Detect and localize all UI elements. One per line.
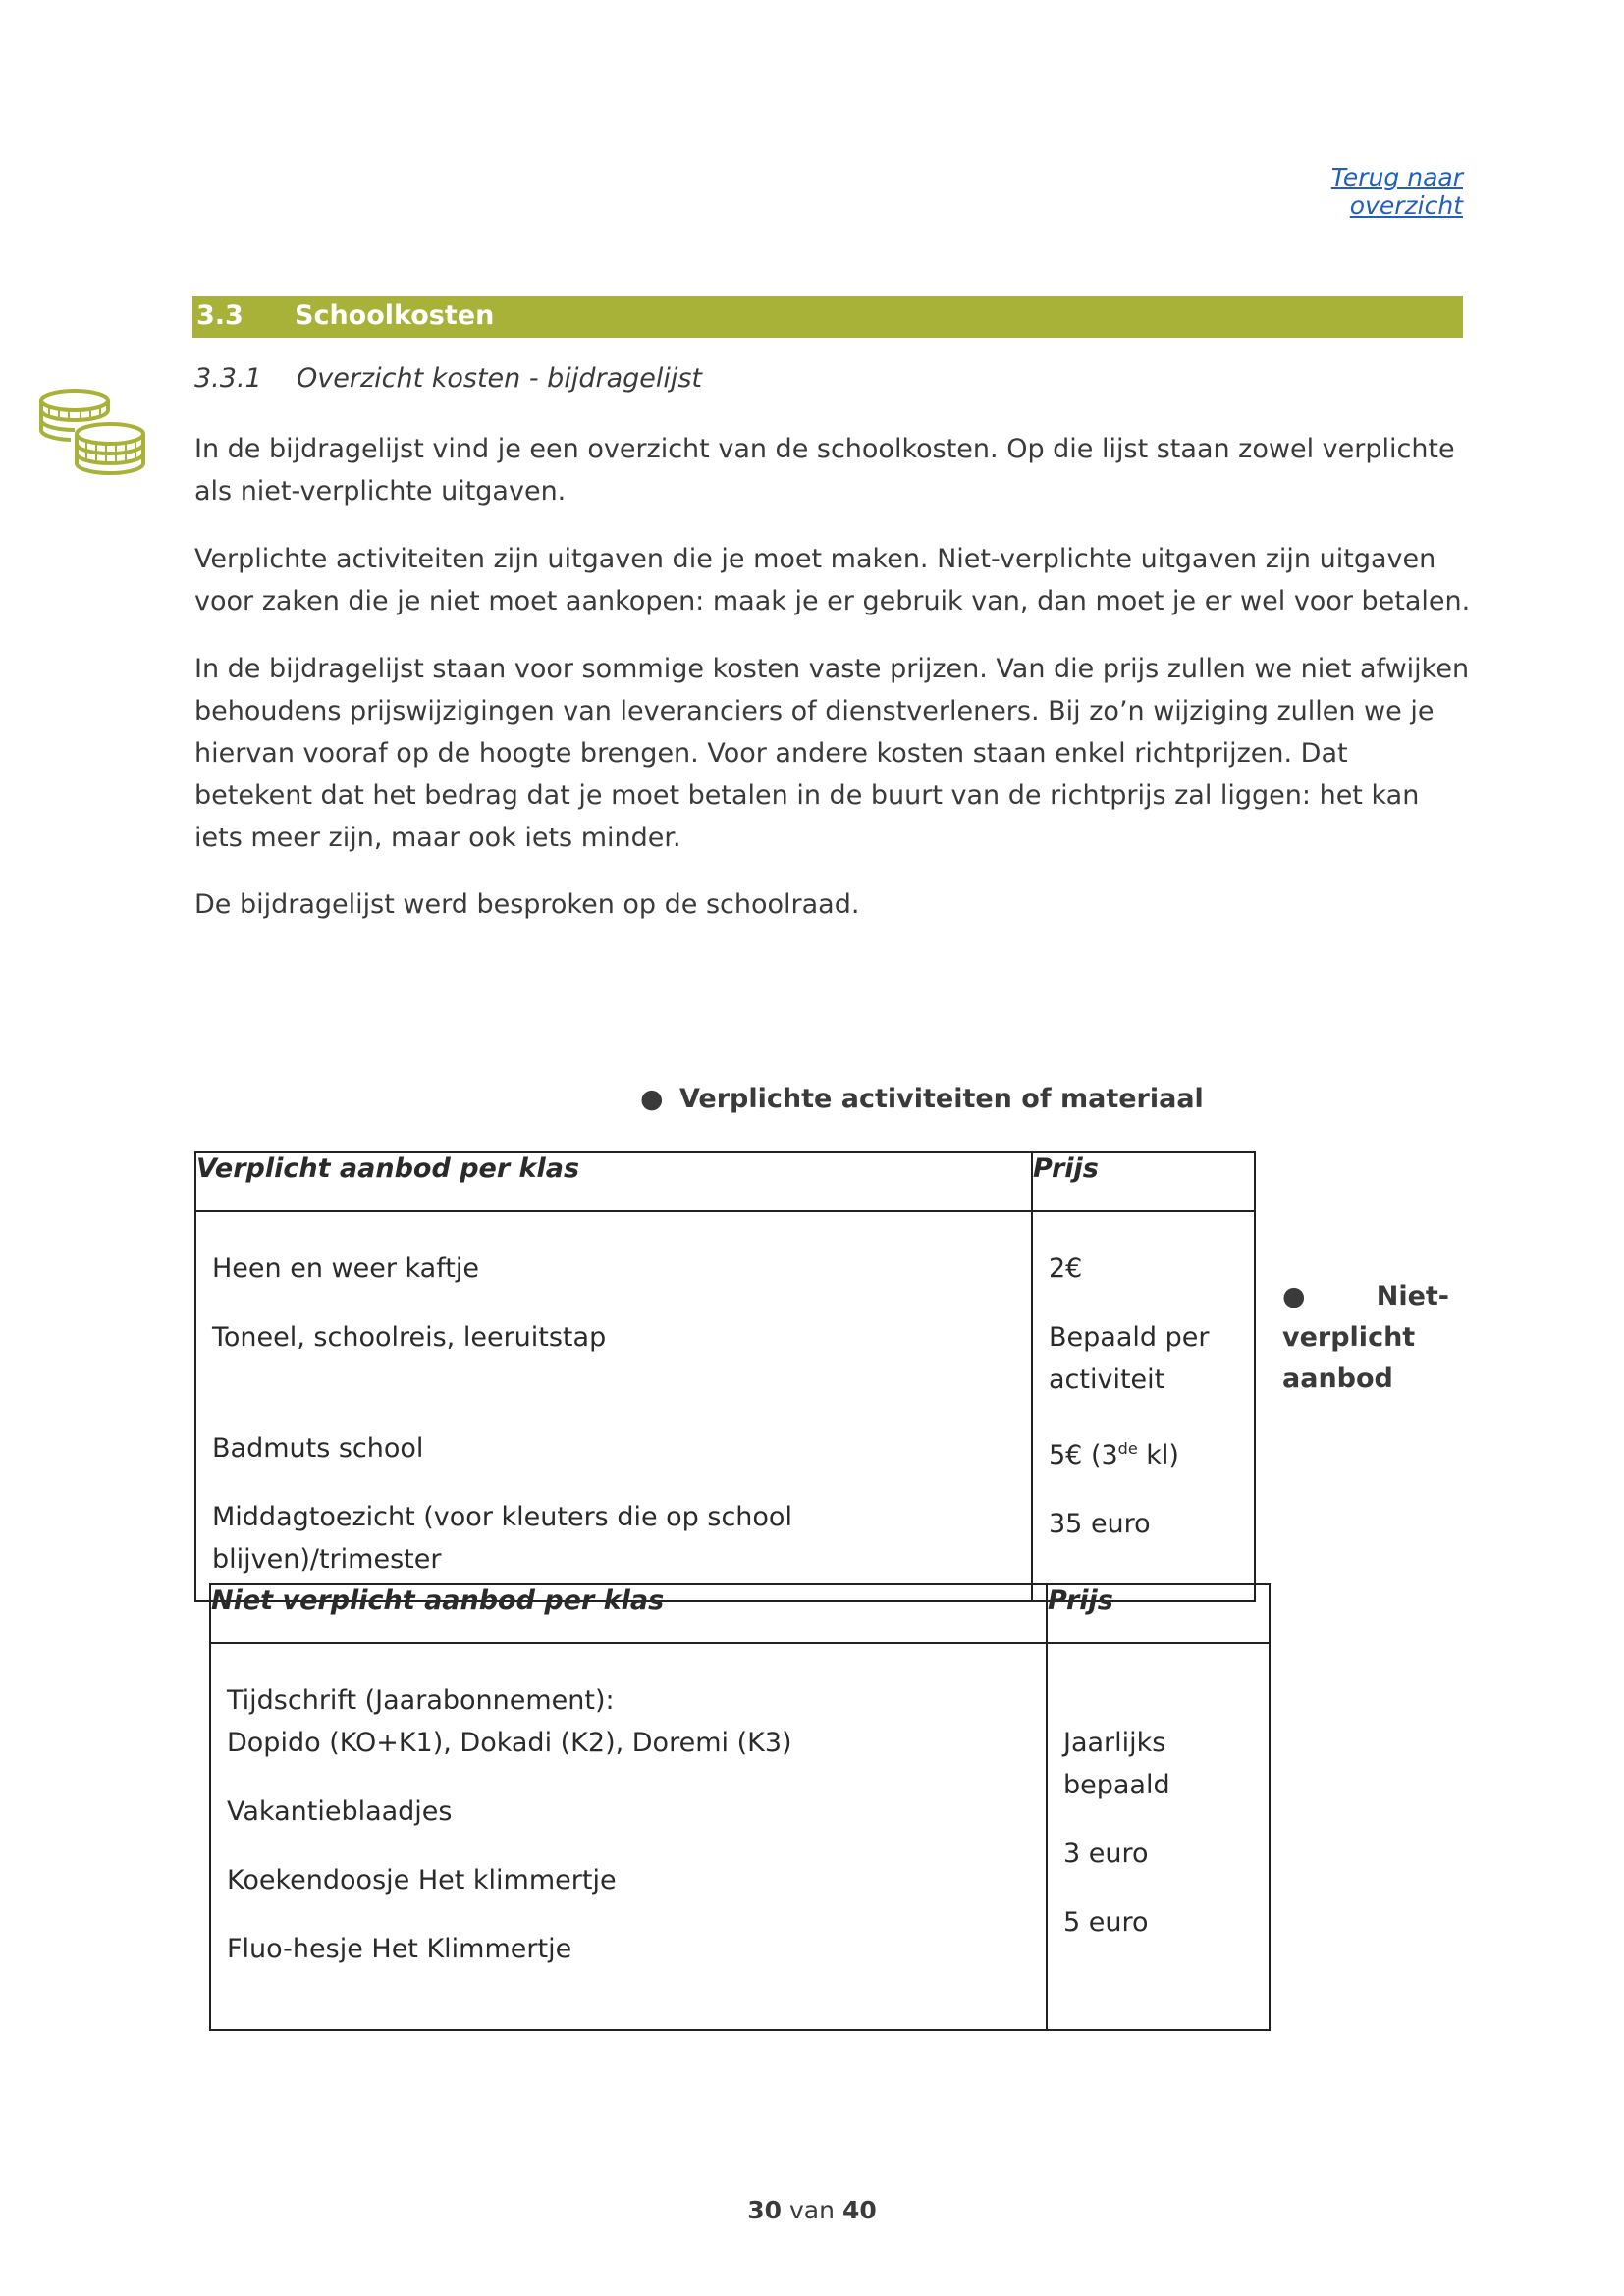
price-value	[1049, 1427, 1244, 1476]
list-item: Dopido (KO+K1), Dokadi (K2), Doremi (K3)	[227, 1728, 792, 1758]
table-header-row	[210, 1584, 1270, 1643]
side-heading-word-3: aanbod	[1282, 1363, 1393, 1394]
price-end: kl)	[1137, 1440, 1179, 1470]
current-page: 30	[747, 2196, 783, 2224]
price-main: 5€ (3	[1049, 1440, 1118, 1470]
list-item: Heen en weer kaftje	[212, 1254, 479, 1284]
side-heading-word-2: verplicht	[1282, 1322, 1416, 1353]
column-header-price: Prijs	[1032, 1152, 1255, 1211]
column-header-item: Verplicht aanbod per klas	[195, 1152, 1032, 1211]
page-of-word: van	[789, 2196, 835, 2224]
table-header-row	[195, 1152, 1255, 1211]
subsection-number: 3.3.1	[194, 363, 262, 394]
items-cell	[195, 1211, 1032, 1601]
bullet-icon: ●	[640, 1084, 664, 1114]
list-item: Koekendoosje Het klimmertje	[227, 1865, 617, 1896]
subsection-title: Overzicht kosten - bijdragelijst	[297, 363, 703, 394]
column-header-item: Niet verplicht aanbod per klas	[210, 1584, 1047, 1643]
list-item: Middagtoezicht (voor kleuters die op school blijven)/trimester	[212, 1502, 792, 1575]
column-header-price: Prijs	[1047, 1584, 1270, 1643]
prices-cell	[1032, 1211, 1255, 1601]
page-number-footer	[0, 2196, 1624, 2224]
items-cell	[210, 1643, 1047, 2030]
prices-cell	[1047, 1643, 1270, 2030]
optional-costs-table	[209, 1583, 1271, 2031]
list-item: Fluo-hesje Het Klimmertje	[227, 1934, 572, 1964]
price-value: 5 euro	[1063, 1907, 1149, 1938]
back-to-overview-link[interactable]: Terug naar overzicht	[1330, 163, 1463, 220]
price-value: 35 euro	[1049, 1509, 1151, 1539]
mandatory-heading	[640, 1084, 1204, 1114]
price-value: 3 euro	[1063, 1839, 1149, 1869]
list-item: Vakantieblaadjes	[227, 1796, 453, 1827]
section-heading-bar	[192, 296, 1463, 338]
intro-paragraph-2: Verplichte activiteiten zijn uitgaven die je moet maken. Niet-verplichte uitgaven zijn uitgaven voor zaken die je niet moet aankopen: maak je er gebruik van, dan moet je er wel voor betalen.	[194, 544, 1471, 616]
list-item: Badmuts school	[212, 1433, 424, 1464]
intro-paragraph-3: In de bijdragelijst staan voor sommige kosten vaste prijzen. Van die prijs zullen we niet afwijken behoudens prijswijzigingen van leveranciers of dienstverleners. Bij zo’n wijziging zullen we je hiervan vooraf op de hoogte brengen. Voor andere kosten staan enkel richtprijzen. Dat betekent dat het bedrag dat je moet betalen in de buurt van de richtprijs zal liggen: het kan iets meer zijn, maar ook iets minder.	[194, 654, 1470, 853]
intro-paragraph-1: In de bijdragelijst vind je een overzicht van de schoolkosten. Op die lijst staan zowel verplichte als niet-verplichte uitgaven.	[194, 434, 1455, 507]
section-title: Schoolkosten	[295, 300, 495, 331]
intro-paragraph-4: De bijdragelijst werd besproken op de schoolraad.	[194, 889, 860, 920]
list-item: Toneel, schoolreis, leeruitstap	[212, 1322, 607, 1353]
price-superscript: de	[1117, 1439, 1138, 1458]
table-body-row	[195, 1211, 1255, 1601]
bullet-icon: ●	[1282, 1281, 1306, 1311]
side-heading-word-1: Niet-	[1376, 1281, 1449, 1311]
price-value: 2€	[1049, 1254, 1083, 1284]
coins-stack-icon	[35, 383, 151, 481]
price-value: Jaarlijks bepaald	[1063, 1728, 1170, 1800]
list-item: Tijdschrift (Jaarabonnement):	[227, 1685, 615, 1716]
optional-side-heading	[1282, 1276, 1449, 1400]
mandatory-costs-table	[194, 1151, 1256, 1602]
price-value: Bepaald per activiteit	[1049, 1322, 1210, 1395]
section-number: 3.3	[196, 300, 244, 331]
total-pages: 40	[841, 2196, 877, 2224]
mandatory-heading-text: Verplichte activiteiten of materiaal	[679, 1084, 1204, 1114]
table-body-row	[210, 1643, 1270, 2030]
